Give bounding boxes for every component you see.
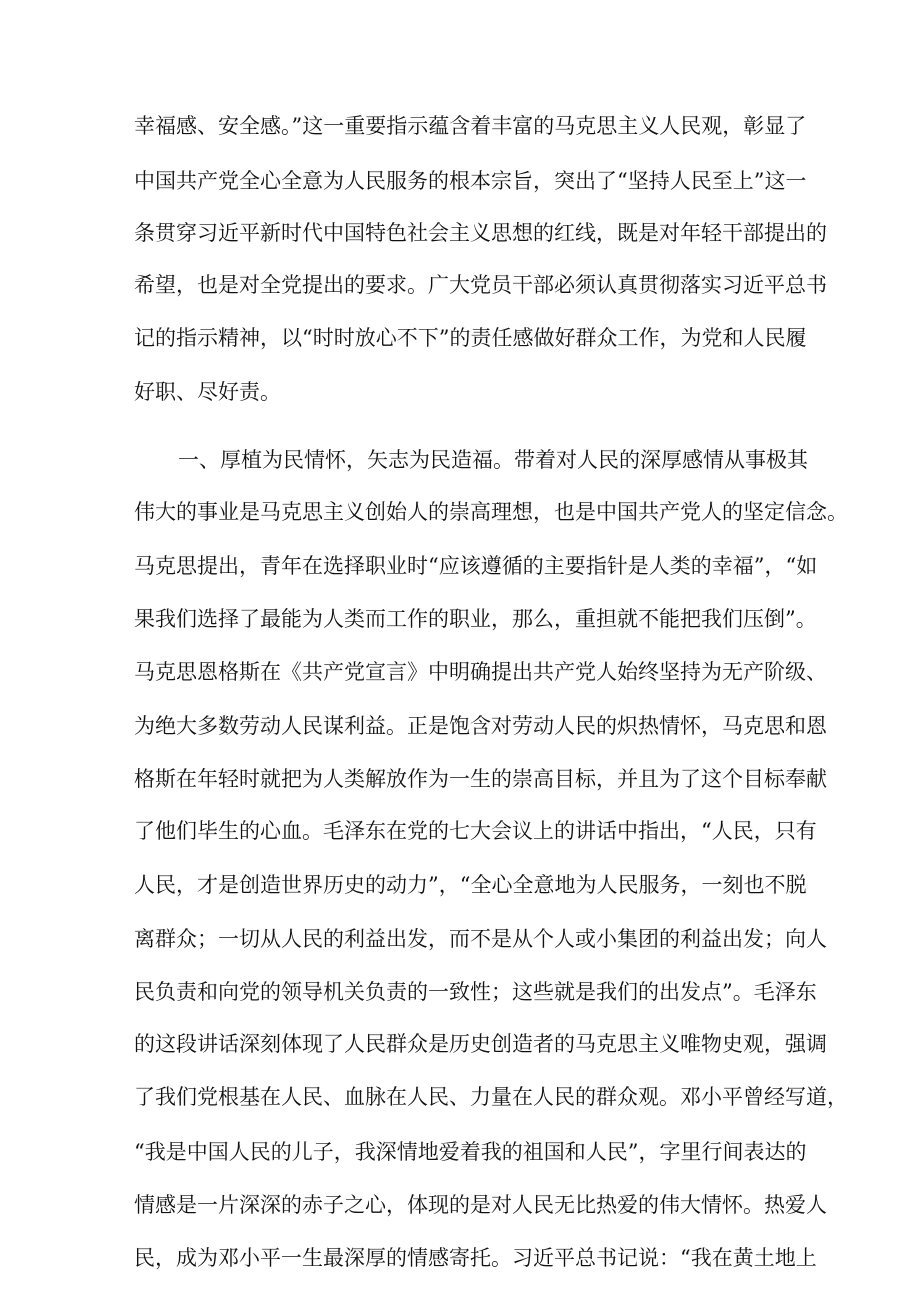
paragraph-1-line: 条贯穿习近平新时代中国特色社会主义思想的红线，既是对年轻干部提出的 [134,221,827,245]
paragraph-2-line: 果我们选择了最能为人类而工作的职业，那么，重担就不能把我们压倒”。 [134,607,817,631]
paragraph-2-line: 马克思恩格斯在《共产党宣言》中明确提出共产党人始终坚持为无产阶级、 [134,660,827,684]
paragraph-2-line: 马克思提出，青年在选择职业时“应该遵循的主要指针是人类的幸福”，“如 [134,554,818,578]
paragraph-2-line: 格斯在年轻时就把为人类解放作为一生的崇高目标，并且为了这个目标奉献 [134,767,827,791]
paragraph-1-line: 中国共产党全心全意为人民服务的根本宗旨，突出了“坚持人民至上”这一 [134,169,807,193]
paragraph-2-line: 为绝大多数劳动人民谋利益。正是饱含对劳动人民的炽热情怀，马克思和恩 [134,714,827,738]
paragraph-2-line: 人民，才是创造世界历史的动力”，“全心全意地为人民服务，一刻也不脱 [134,873,807,897]
paragraph-1-line: 幸福感、安全感。”这一重要指示蕴含着丰富的马克思主义人民观，彰显了 [134,114,807,138]
paragraph-1-line: 好职、尽好责。 [134,380,281,404]
paragraph-2-line: 一、厚植为民情怀，矢志为民造福。带着对人民的深厚感情从事极其 [178,448,808,472]
paragraph-2-line: 的这段讲话深刻体现了人民群众是历史创造者的马克思主义唯物史观，强调 [134,1032,827,1056]
paragraph-2-line: 了他们毕生的心血。毛泽东在党的七大会议上的讲话中指出，“人民，只有 [134,819,817,843]
paragraph-2-line: 民，成为邓小平一生最深厚的情感寄托。习近平总书记说：“我在黄土地上 [134,1246,817,1270]
paragraph-2-line: 离群众；一切从人民的利益出发，而不是从个人或小集团的利益出发；向人 [134,927,827,951]
paragraph-2-line: 民负责和向党的领导机关负责的一致性；这些就是我们的出发点”。毛泽东 [134,980,817,1004]
paragraph-2-line: “我是中国人民的儿子，我深情地爱着我的祖国和人民”，字里行间表达的 [134,1140,807,1164]
paragraph-2-line: 伟大的事业是马克思主义创始人的崇高理想，也是中国共产党人的坚定信念。 [134,500,848,524]
paragraph-1-line: 记的指示精神，以“时时放心不下”的责任感做好群众工作，为党和人民履 [134,326,807,350]
paragraph-1-line: 希望，也是对全党提出的要求。广大党员干部必须认真贯彻落实习近平总书 [134,273,827,297]
paragraph-2-line: 情感是一片深深的赤子之心，体现的是对人民无比热爱的伟大情怀。热爱人 [134,1193,827,1217]
paragraph-2-line: 了我们党根基在人民、血脉在人民、力量在人民的群众观。邓小平曾经写道， [134,1085,848,1109]
